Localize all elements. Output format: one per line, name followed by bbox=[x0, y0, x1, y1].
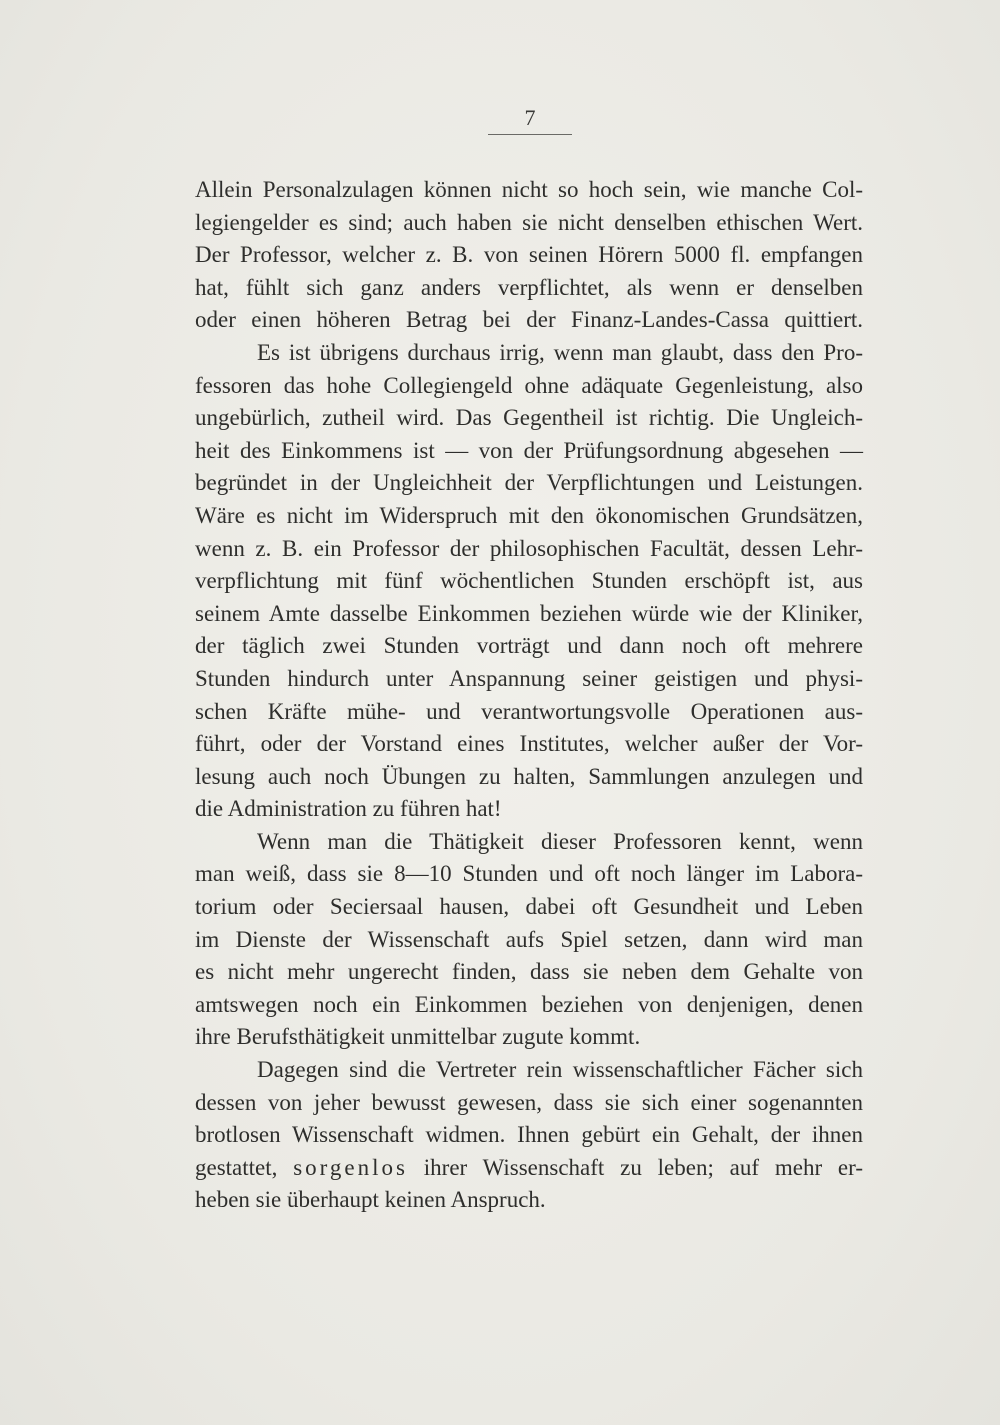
text-line: fessoren das hohe Collegiengeld ohne adäquate Gegenleistung, also bbox=[195, 372, 863, 398]
text-line: Wäre es nicht im Widerspruch mit den ökonomischen Grundsätzen, bbox=[195, 502, 863, 528]
text-line: begründet in der Ungleichheit der Verpflichtungen und Leistungen. bbox=[195, 470, 863, 496]
paragraph-2 bbox=[195, 337, 863, 826]
text-line: im Dienste der Wissenschaft aufs Spiel setzen, dann wird man bbox=[195, 926, 863, 952]
paragraph-3 bbox=[195, 826, 863, 1054]
paragraph-4 bbox=[195, 1054, 863, 1217]
text-line: ungebürlich, zutheil wird. Das Gegentheil ist richtig. Die Ungleich- bbox=[195, 405, 863, 431]
paragraph-1 bbox=[195, 174, 863, 337]
text-line: wenn z. B. ein Professor der philosophischen Facultät, dessen Lehr- bbox=[195, 535, 863, 561]
text-line-emphasis bbox=[195, 1152, 863, 1185]
text-line: hat, fühlt sich ganz anders verpflichtet, als wenn er denselben bbox=[195, 274, 863, 300]
text-line: Wenn man die Thätigkeit dieser Professoren kennt, wenn bbox=[257, 828, 863, 854]
page-number-rule bbox=[488, 134, 572, 135]
text-line: dessen von jeher bewusst gewesen, dass sie sich einer sogenannten bbox=[195, 1089, 863, 1115]
text-fragment: gestattet, bbox=[195, 1154, 294, 1180]
text-line: ihre Berufsthätigkeit unmittelbar zugute kommt. bbox=[195, 1024, 641, 1050]
text-line: Der Professor, welcher z. B. von seinen Hörern 5000 fl. empfangen bbox=[195, 242, 863, 268]
text-fragment: ihrer Wissenschaft zu leben; auf mehr er- bbox=[407, 1154, 864, 1180]
text-line: heben sie überhaupt keinen Anspruch. bbox=[195, 1187, 546, 1213]
page-number: 7 bbox=[524, 105, 536, 130]
text-line: heit des Einkommens ist — von der Prüfungsordnung abgesehen — bbox=[195, 437, 863, 463]
text-line: Stunden hindurch unter Anspannung seiner geistigen und physi- bbox=[195, 665, 863, 691]
text-line: legiengelder es sind; auch haben sie nicht denselben ethischen Wert. bbox=[195, 209, 863, 235]
text-line: verpflichtung mit fünf wöchentlichen Stunden erschöpft ist, aus bbox=[195, 568, 863, 594]
text-line: seinem Amte dasselbe Einkommen beziehen würde wie der Kliniker, bbox=[195, 600, 863, 626]
spaced-emphasis: sorgenlos bbox=[293, 1154, 408, 1180]
text-line: lesung auch noch Übungen zu halten, Sammlungen anzulegen und bbox=[195, 763, 863, 789]
text-line: amtswegen noch ein Einkommen beziehen von denjenigen, denen bbox=[195, 991, 863, 1017]
body-text bbox=[195, 174, 863, 1217]
text-line: führt, oder der Vorstand eines Institutes, welcher außer der Vor- bbox=[195, 731, 863, 757]
text-line: schen Kräfte mühe- und verantwortungsvolle Operationen aus- bbox=[195, 698, 863, 724]
text-line: der täglich zwei Stunden vorträgt und dann noch oft mehrere bbox=[195, 633, 863, 659]
text-line: Allein Personalzulagen können nicht so hoch sein, wie manche Col- bbox=[195, 177, 863, 202]
text-line: oder einen höheren Betrag bei der Finanz-Landes-Cassa quittiert. bbox=[195, 307, 863, 333]
text-line: Dagegen sind die Vertreter rein wissenschaftlicher Fächer sich bbox=[257, 1057, 863, 1083]
text-line: torium oder Seciersaal hausen, dabei oft Gesundheit und Leben bbox=[195, 894, 863, 920]
text-line: brotlosen Wissenschaft widmen. Ihnen gebürt ein Gehalt, der ihnen bbox=[195, 1122, 863, 1148]
text-line: Es ist übrigens durchaus irrig, wenn man glaubt, dass den Pro- bbox=[257, 339, 863, 365]
text-line: man weiß, dass sie 8—10 Stunden und oft noch länger im Labora- bbox=[195, 861, 863, 887]
text-line: die Administration zu führen hat! bbox=[195, 796, 502, 822]
text-line: es nicht mehr ungerecht finden, dass sie neben dem Gehalte von bbox=[195, 959, 863, 985]
